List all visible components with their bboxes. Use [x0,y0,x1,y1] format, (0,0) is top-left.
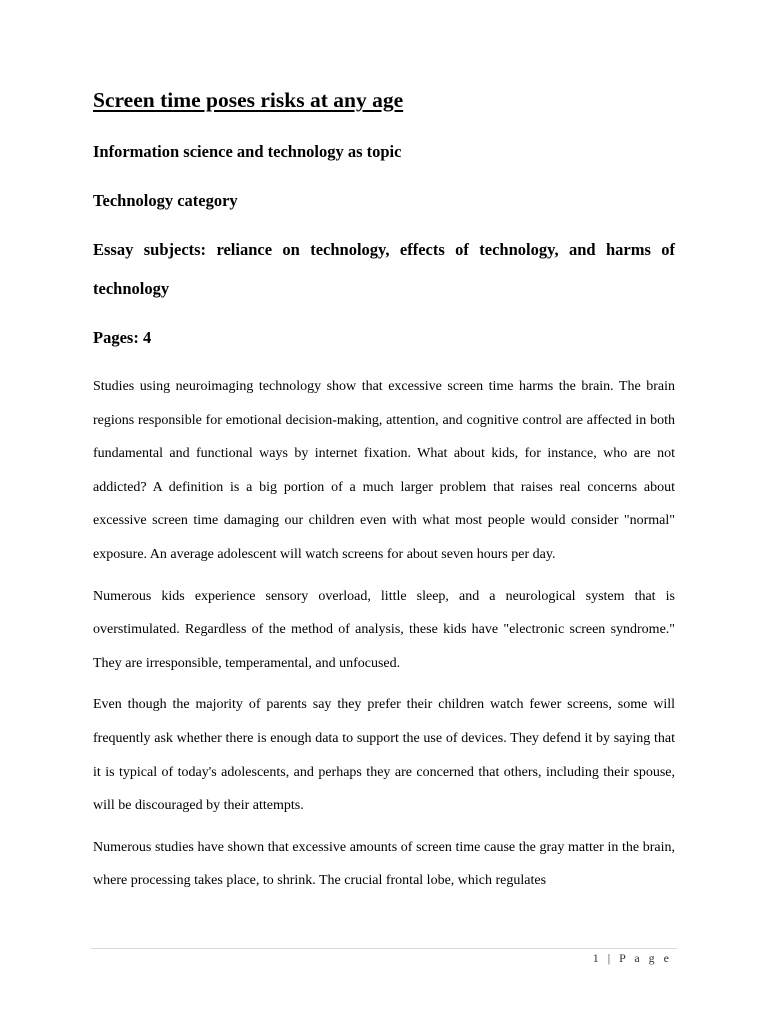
category-heading: Technology category [93,191,238,210]
pages-heading: Pages: 4 [93,328,152,347]
document-body [93,84,675,898]
document-title: Screen time poses risks at any age [93,88,404,112]
paragraph: Studies using neuroimaging technology show that excessive screen time harms the brain. The brain regions responsible for emotional decision-making, attention, and cognitive control are affected in both fundamental and functional ways by internet fixation. What about kids, for instance, who are not addicted? A definition is a big portion of a much larger problem that raises real concerns about excessive screen time damaging our children even with what most people would consider "normal" exposure. An average adolescent will watch screens for about seven hours per day. [93,379,675,562]
paragraph: Even though the majority of parents say they prefer their children watch fewer screens, some will frequently ask whether there is enough data to support the use of devices. They defend it by saying that it is typical of today's adolescents, and perhaps they are concerned that others, including their spouse, will be discouraged by their attempts. [93,697,675,814]
subjects-heading: Essay subjects: reliance on technology, effects of technology, and harms of technology [93,240,675,298]
topic-heading: Information science and technology as topic [93,142,402,161]
paragraph: Numerous kids experience sensory overload, little sleep, and a neurological system that is overstimulated. Regardless of the method of analysis, these kids have "electronic screen syndrome." They are irresponsible, temperamental, and unfocused. [93,588,675,671]
footer-divider [91,948,677,949]
page-number: 1 | P a g e [592,951,672,965]
paragraph: Numerous studies have shown that excessive amounts of screen time cause the gray matter in the brain, where processing takes place, to shrink. The crucial frontal lobe, which regulates [93,839,675,889]
